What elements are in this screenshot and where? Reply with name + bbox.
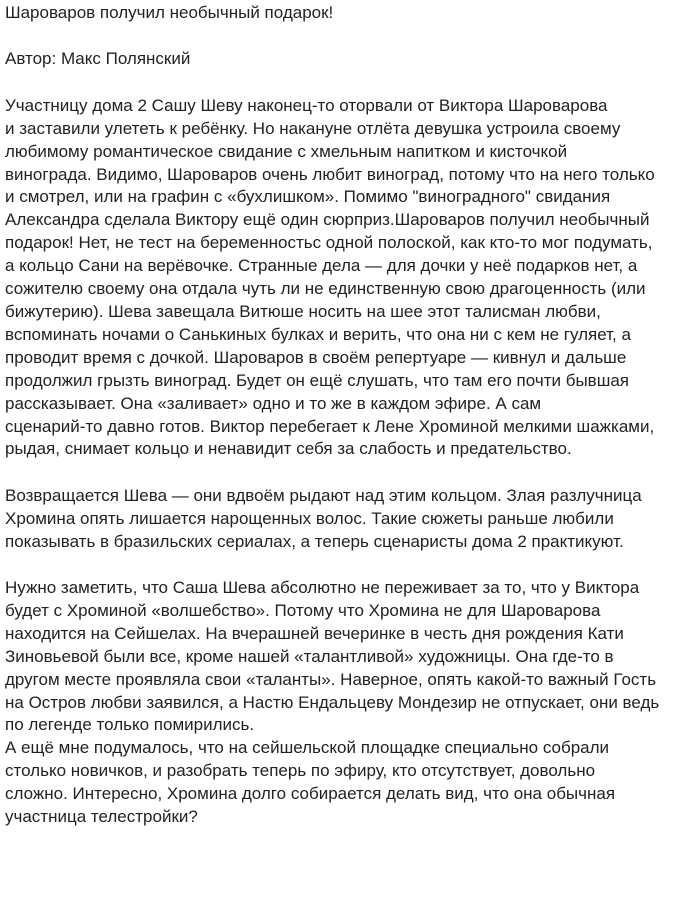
article-author-text: Автор: Макс Полянский xyxy=(5,49,191,69)
article-author xyxy=(5,48,693,71)
article-paragraph xyxy=(5,485,693,554)
paragraph-line: рыдая, снимает кольцо и ненавидит себя за слабость и предательство. xyxy=(5,439,572,459)
article-title xyxy=(5,2,693,25)
article-body xyxy=(5,95,693,829)
paragraph-line: подарок! Нет, не тест на беременностьс одной полоской, как кто-то мог подумать, xyxy=(5,233,653,253)
paragraph-line: любимому романтическое свидание с хмельным напитком и кисточкой xyxy=(5,141,568,161)
paragraph-line: винограда. Видимо, Шароваров очень любит виноград, потому что на него только xyxy=(5,164,655,184)
paragraph-line: Возвращается Шева — они вдвоём рыдают над этим кольцом. Злая разлучница xyxy=(5,485,642,505)
paragraph-line: сожителю своему она отдала чуть ли не единственную свою драгоценность (или xyxy=(5,279,646,299)
paragraph-line: вспоминать ночами о Санькиных булках и верить, что она ни с кем не гуляет, а xyxy=(5,324,631,344)
paragraph-line: Нужно заметить, что Саша Шева абсолютно не переживает за то, что у Виктора xyxy=(5,578,640,598)
paragraph-line: сценарий-то давно готов. Виктор перебегает к Лене Хроминой мелкими шажками, xyxy=(5,416,655,436)
paragraph-line: А ещё мне подумалось, что на сейшельской площадке специально собрали xyxy=(5,738,610,758)
paragraph-line: Александра сделала Виктору ещё один сюрприз.Шароваров получил необычный xyxy=(5,210,650,230)
paragraph-line: проводит время с дочкой. Шароваров в своём репертуаре — кивнул и дальше xyxy=(5,347,627,367)
paragraph-line: а кольцо Сани на верёвочке. Странные дела — для дочки у неё подарков нет, а xyxy=(5,256,638,276)
paragraph-line: бижутерию). Шева завещала Витюше носить на шее этот талисман любви, xyxy=(5,301,601,321)
article-paragraph xyxy=(5,577,693,829)
paragraph-line: показывать в бразильских сериалах, а теперь сценаристы дома 2 практикуют. xyxy=(5,531,624,551)
paragraph-line: будет с Хроминой «волшебство». Потому что Хромина не для Шароварова xyxy=(5,600,601,620)
paragraph-line: участница телестройки? xyxy=(5,807,198,827)
paragraph-line: Зиновьевой были все, кроме нашей «талантливой» художницы. Она где-то в xyxy=(5,646,614,666)
paragraph-line: Участницу дома 2 Сашу Шеву наконец-то оторвали от Виктора Шароварова xyxy=(5,95,608,115)
paragraph-line: на Остров любви заявился, а Настю Ендальцеву Мондезир не отпускает, они ведь xyxy=(5,692,660,712)
paragraph-line: и заставили улететь к ребёнку. Но накануне отлёта девушка устроила своему xyxy=(5,118,621,138)
paragraph-line: другом месте проявляла свои «таланты». Наверное, опять какой-то важный Гость xyxy=(5,669,657,689)
paragraph-line: сложно. Интересно, Хромина долго собирается делать вид, что она обычная xyxy=(5,784,616,804)
paragraph-line: рассказывает. Она «заливает» одно и то же в каждом эфире. А сам xyxy=(5,393,542,413)
paragraph-line: находится на Сейшелах. На вчерашней вечеринке в честь дня рождения Кати xyxy=(5,623,624,643)
paragraph-line: продолжил грызть виноград. Будет он ещё слушать, что там его почти бывшая xyxy=(5,370,629,390)
paragraph-line: по легенде только помирились. xyxy=(5,715,255,735)
article-title-text: Шароваров получил необычный подарок! xyxy=(5,3,334,22)
paragraph-line: и смотрел, или на графин с «бухлишком». Помимо "виноградного" свидания xyxy=(5,187,611,207)
paragraph-line: столько новичков, и разобрать теперь по эфиру, кто отсутствует, довольно xyxy=(5,761,596,781)
article-paragraph xyxy=(5,95,693,462)
paragraph-line: Хромина опять лишается нарощенных волос. Такие сюжеты раньше любили xyxy=(5,508,614,528)
